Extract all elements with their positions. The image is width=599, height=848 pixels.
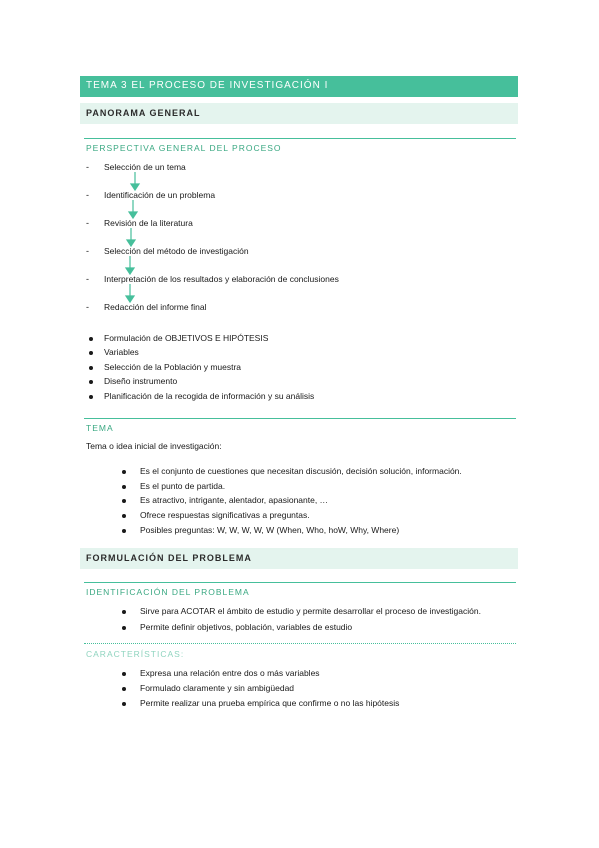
process-step: Identificación de un problema <box>104 190 216 200</box>
step-dash: - <box>86 162 89 172</box>
list-item: Ofrece respuestas significativas a preguntas. <box>140 510 310 520</box>
bullet-icon <box>122 702 126 706</box>
process-step: Selección del método de investigación <box>104 246 249 256</box>
bullet-icon <box>89 395 93 399</box>
process-step: Revisión de la literatura <box>104 218 193 228</box>
bullet-icon <box>122 514 126 518</box>
subheading-caracteristicas: CARACTERÍSTICAS: <box>86 649 185 659</box>
bullet-icon <box>89 337 93 341</box>
list-item: Es el conjunto de cuestiones que necesitan discusión, decisión solución, información. <box>140 466 462 476</box>
bullet-icon <box>122 672 126 676</box>
down-arrow-icon <box>131 172 139 190</box>
bullet-icon <box>122 499 126 503</box>
list-item: Permite realizar una prueba empírica que confirme o no las hipótesis <box>140 698 400 708</box>
step-dash: - <box>86 302 89 312</box>
dotted-divider <box>84 643 516 644</box>
bullet-icon <box>89 366 93 370</box>
step-dash: - <box>86 190 89 200</box>
bullet-icon <box>122 610 126 614</box>
section-heading: PANORAMA GENERAL <box>86 108 201 118</box>
divider <box>84 418 516 419</box>
bullet-icon <box>122 626 126 630</box>
list-item: Selección de la Población y muestra <box>104 362 242 372</box>
divider <box>84 582 516 583</box>
down-arrow-icon <box>127 228 135 246</box>
list-item: Permite definir objetivos, población, variables de estudio <box>140 622 353 632</box>
subheading-tema: TEMA <box>86 423 114 433</box>
list-item: Planificación de la recogida de información y su análisis <box>104 391 315 401</box>
down-arrow-icon <box>126 256 134 274</box>
process-step: Redacción del informe final <box>104 302 207 312</box>
bullet-icon <box>122 687 126 691</box>
bullet-icon <box>89 351 93 355</box>
bullet-icon <box>122 470 126 474</box>
list-item: Formulación de OBJETIVOS E HIPÓTESIS <box>104 333 269 343</box>
list-item: Diseño instrumento <box>104 376 178 386</box>
step-dash: - <box>86 218 89 228</box>
section-heading: FORMULACIÓN DEL PROBLEMA <box>86 553 252 563</box>
paragraph-intro: Tema o idea inicial de investigación: <box>86 441 222 451</box>
list-item: Posibles preguntas: W, W, W, W, W (When, Who, hoW, Why, Where) <box>140 525 400 535</box>
bullet-icon <box>122 485 126 489</box>
process-step: Selección de un tema <box>104 162 186 172</box>
list-item: Variables <box>104 347 139 357</box>
list-item: Es atractivo, intrigante, alentador, apasionante, … <box>140 495 329 505</box>
down-arrow-icon <box>129 200 137 218</box>
subheading-perspectiva: PERSPECTIVA GENERAL DEL PROCESO <box>86 143 282 153</box>
bullet-icon <box>89 380 93 384</box>
bullet-icon <box>122 529 126 533</box>
list-item: Expresa una relación entre dos o más variables <box>140 668 320 678</box>
step-dash: - <box>86 246 89 256</box>
document-title: TEMA 3 EL PROCESO DE INVESTIGACIÓN I <box>86 80 329 91</box>
list-item: Sirve para ACOTAR el ámbito de estudio y permite desarrollar el proceso de investigación. <box>140 606 481 616</box>
down-arrow-icon <box>126 284 134 302</box>
section-formulacion-problema <box>80 548 518 569</box>
list-item: Formulado claramente y sin ambigüedad <box>140 683 295 693</box>
list-item: Es el punto de partida. <box>140 481 226 491</box>
step-dash: - <box>86 274 89 284</box>
subheading-identificacion: IDENTIFICACIÓN DEL PROBLEMA <box>86 587 250 597</box>
process-step: Interpretación de los resultados y elaboración de conclusiones <box>104 274 339 284</box>
